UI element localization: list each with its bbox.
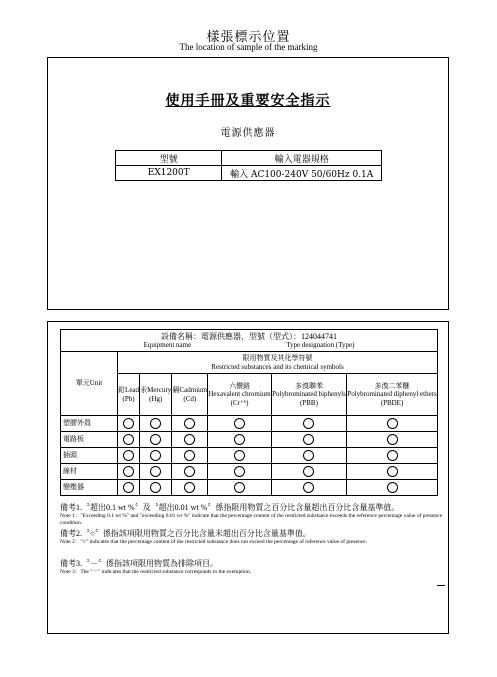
compliant-mark bbox=[303, 450, 314, 461]
compliant-mark bbox=[387, 418, 398, 429]
compliant-mark bbox=[123, 482, 134, 493]
restricted-header bbox=[118, 352, 438, 374]
note-1-en: Note 1："Exceeding 0.1 wt %" and "exceeding 0.01 wt %" indicate that the percentage content of the restricted substance exceeds the reference percentage value of presence condition. bbox=[60, 513, 443, 527]
compliant-mark bbox=[303, 466, 314, 477]
row-label: 塑膠外殼 bbox=[61, 416, 118, 432]
compliant-mark bbox=[184, 418, 195, 429]
spec-model-value: EX1200T bbox=[116, 166, 222, 181]
spec-input-value: 輸入 AC100-240V 50/60Hz 0.1A bbox=[222, 166, 382, 181]
compliant-mark bbox=[303, 418, 314, 429]
equipment-name-en: Equipment name bbox=[143, 341, 192, 350]
compliant-mark bbox=[234, 482, 245, 493]
substance-cadmium: 鎘Cadmium (Cd) bbox=[172, 374, 208, 416]
note-2-zh: 備考2.〝○〞係指該項限用物質之百分比含量未超出百分比含量基準值。 bbox=[60, 529, 311, 538]
note-2-en: Note 2："○" indicates that the percentage content of the restricted substance does not exceed the percentage of reference value of presence. bbox=[60, 539, 367, 545]
compliant-mark bbox=[387, 466, 398, 477]
manual-label-box bbox=[47, 57, 449, 310]
rohs-table bbox=[60, 329, 438, 496]
type-designation-en: Type designation (Type) bbox=[286, 341, 355, 350]
compliant-mark bbox=[387, 434, 398, 445]
substance-pbb: 多溴聯苯 Polybrominated biphenyls (PBB) bbox=[271, 374, 346, 416]
compliant-mark bbox=[303, 434, 314, 445]
compliant-mark bbox=[234, 434, 245, 445]
compliant-mark bbox=[387, 482, 398, 493]
table-row bbox=[61, 480, 438, 496]
compliant-mark bbox=[234, 466, 245, 477]
compliant-mark bbox=[184, 450, 195, 461]
compliant-mark bbox=[150, 482, 161, 493]
note-1-zh: 備考1.〝超出0.1 wt %〞及〝超出0.01 wt %〞係指限用物質之百分比含量超出百分比含量基準值。 bbox=[60, 503, 400, 512]
compliant-mark bbox=[123, 418, 134, 429]
compliant-mark bbox=[150, 418, 161, 429]
compliant-mark bbox=[123, 434, 134, 445]
compliant-mark bbox=[387, 450, 398, 461]
manual-subtitle: 電源供應器 bbox=[220, 128, 276, 139]
spec-table bbox=[115, 150, 382, 181]
spec-header-input: 輸入電器規格 bbox=[222, 151, 382, 166]
substance-lead: 鉛Lead (Pb) bbox=[118, 374, 140, 416]
compliant-mark bbox=[150, 434, 161, 445]
table-row bbox=[61, 464, 438, 480]
rohs-label-box bbox=[47, 321, 449, 634]
spec-header-model: 型號 bbox=[116, 151, 222, 166]
note-3-en: Note 3：The "－" indicates that the restricted substance corresponds to the exemption. bbox=[60, 569, 252, 575]
substance-chromium: 六價鉻 Hexavalent chromium (Cr⁺⁶) bbox=[208, 374, 272, 416]
compliant-mark bbox=[184, 434, 195, 445]
compliant-mark bbox=[123, 466, 134, 477]
table-row bbox=[61, 432, 438, 448]
substance-pbde: 多溴二苯醚 Polybrominated diphenyl ethers (PBDE) bbox=[347, 374, 438, 416]
compliant-mark bbox=[234, 450, 245, 461]
restricted-en: Restricted substances and its chemical symbols bbox=[211, 362, 344, 371]
restricted-zh: 限用物質及其化學符號 bbox=[242, 354, 313, 363]
row-label: 插頭 bbox=[61, 448, 118, 464]
compliant-mark bbox=[123, 450, 134, 461]
compliant-mark bbox=[303, 482, 314, 493]
row-label: 變壓器 bbox=[61, 480, 118, 496]
compliant-mark bbox=[184, 466, 195, 477]
compliant-mark bbox=[234, 418, 245, 429]
substance-mercury: 汞Mercury (Hg) bbox=[140, 374, 172, 416]
page-title-en: The location of sample of the marking bbox=[179, 42, 318, 52]
note-2 bbox=[60, 528, 445, 546]
note-3 bbox=[60, 558, 445, 576]
equipment-name-zh: 設備名稱：電源供應器，型號（型式）：124044741 bbox=[161, 331, 337, 341]
row-label: 線材 bbox=[61, 464, 118, 480]
manual-title: 使用手冊及重要安全指示 bbox=[165, 93, 331, 109]
row-label: 電路板 bbox=[61, 432, 118, 448]
page-edge-mark bbox=[437, 585, 445, 586]
table-row bbox=[61, 416, 438, 432]
compliant-mark bbox=[150, 466, 161, 477]
compliant-mark bbox=[150, 450, 161, 461]
unit-label: 單元Unit bbox=[61, 352, 118, 416]
table-row bbox=[61, 448, 438, 464]
page-title-zh: 樣張標示位置 bbox=[206, 30, 291, 45]
compliant-mark bbox=[184, 482, 195, 493]
equipment-cell bbox=[61, 330, 438, 352]
note-1 bbox=[60, 502, 445, 527]
note-3-zh: 備考3.〝－〞係指該項限用物質為排除項目。 bbox=[60, 559, 218, 568]
